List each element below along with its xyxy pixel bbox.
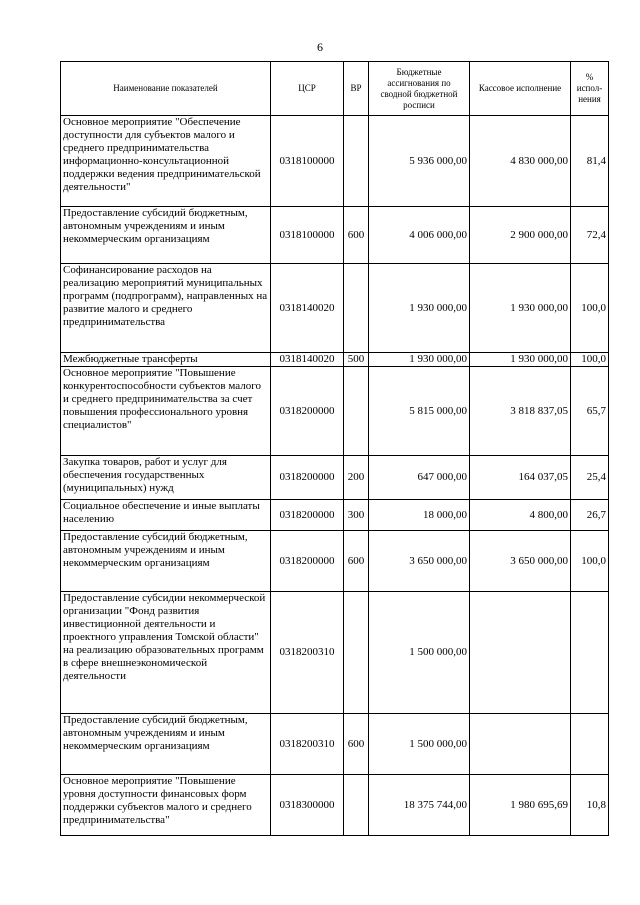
page-number: 6 xyxy=(317,40,323,54)
row-csr: 0318200310 xyxy=(271,592,344,714)
row-percent xyxy=(571,592,609,714)
row-vr: 300 xyxy=(344,500,369,531)
row-budget: 4 006 000,00 xyxy=(369,207,470,264)
row-csr: 0318300000 xyxy=(271,775,344,836)
row-csr: 0318200000 xyxy=(271,531,344,592)
row-cash: 3 650 000,00 xyxy=(470,531,571,592)
table-row xyxy=(61,775,609,836)
row-percent: 100,0 xyxy=(571,531,609,592)
row-vr xyxy=(344,592,369,714)
row-csr: 0318200000 xyxy=(271,456,344,500)
row-name: Предоставление субсидий бюджетным, автономным учреждениям и иным некоммерческим организациям xyxy=(61,207,271,264)
table-row xyxy=(61,500,609,531)
table-row xyxy=(61,207,609,264)
row-percent: 100,0 xyxy=(571,264,609,353)
row-percent xyxy=(571,714,609,775)
row-vr xyxy=(344,264,369,353)
table-header-row xyxy=(61,62,609,116)
row-vr: 600 xyxy=(344,207,369,264)
row-budget: 1 500 000,00 xyxy=(369,592,470,714)
row-percent: 25,4 xyxy=(571,456,609,500)
row-vr: 600 xyxy=(344,714,369,775)
budget-execution-table xyxy=(60,61,609,836)
row-name: Основное мероприятие "Повышение уровня доступности финансовых форм поддержки субъектов малого и среднего предпринимательства" xyxy=(61,775,271,836)
row-name: Социальное обеспечение и иные выплаты населению xyxy=(61,500,271,531)
table-row xyxy=(61,367,609,456)
row-vr xyxy=(344,367,369,456)
row-percent: 81,4 xyxy=(571,116,609,207)
row-csr: 0318140020 xyxy=(271,264,344,353)
table-row xyxy=(61,264,609,353)
header-cash: Кассовое исполнение xyxy=(470,62,571,116)
table-row xyxy=(61,353,609,367)
row-name: Предоставление субсидии некоммерческой организации "Фонд развития инвестиционной деятельности и проектного управления Томской области" на реализацию образовательных программ в сфере внешнеэкономической деятельности xyxy=(61,592,271,714)
row-cash xyxy=(470,592,571,714)
row-name: Основное мероприятие "Повышение конкурентоспособности субъектов малого и среднего предпринимательства за счет повышения профессионального уровня специалистов" xyxy=(61,367,271,456)
row-cash: 4 830 000,00 xyxy=(470,116,571,207)
row-cash: 1 980 695,69 xyxy=(470,775,571,836)
row-cash xyxy=(470,714,571,775)
header-percent: % испол-нения xyxy=(571,62,609,116)
row-budget: 1 930 000,00 xyxy=(369,264,470,353)
row-cash: 4 800,00 xyxy=(470,500,571,531)
row-budget: 18 000,00 xyxy=(369,500,470,531)
table-row xyxy=(61,456,609,500)
row-csr: 0318100000 xyxy=(271,207,344,264)
row-cash: 1 930 000,00 xyxy=(470,353,571,367)
row-csr: 0318200000 xyxy=(271,500,344,531)
row-vr: 600 xyxy=(344,531,369,592)
table-row xyxy=(61,714,609,775)
row-cash: 2 900 000,00 xyxy=(470,207,571,264)
row-budget: 647 000,00 xyxy=(369,456,470,500)
row-cash: 164 037,05 xyxy=(470,456,571,500)
row-budget: 1 930 000,00 xyxy=(369,353,470,367)
row-vr: 200 xyxy=(344,456,369,500)
header-csr: ЦСР xyxy=(271,62,344,116)
table-row xyxy=(61,531,609,592)
row-percent: 10,8 xyxy=(571,775,609,836)
row-vr xyxy=(344,116,369,207)
row-percent: 26,7 xyxy=(571,500,609,531)
row-name: Межбюджетные трансферты xyxy=(61,353,271,367)
row-csr: 0318100000 xyxy=(271,116,344,207)
row-name: Предоставление субсидий бюджетным, автономным учреждениям и иным некоммерческим организациям xyxy=(61,714,271,775)
row-budget: 1 500 000,00 xyxy=(369,714,470,775)
row-budget: 18 375 744,00 xyxy=(369,775,470,836)
row-name: Предоставление субсидий бюджетным, автономным учреждениям и иным некоммерческим организациям xyxy=(61,531,271,592)
row-name: Софинансирование расходов на реализацию мероприятий муниципальных программ (подпрограмм), направленных на развитие малого и среднего предпринимательства xyxy=(61,264,271,353)
header-vr: ВР xyxy=(344,62,369,116)
row-cash: 1 930 000,00 xyxy=(470,264,571,353)
table-row xyxy=(61,592,609,714)
row-cash: 3 818 837,05 xyxy=(470,367,571,456)
row-percent: 100,0 xyxy=(571,353,609,367)
row-percent: 72,4 xyxy=(571,207,609,264)
row-budget: 3 650 000,00 xyxy=(369,531,470,592)
row-budget: 5 936 000,00 xyxy=(369,116,470,207)
row-vr xyxy=(344,775,369,836)
row-vr: 500 xyxy=(344,353,369,367)
row-budget: 5 815 000,00 xyxy=(369,367,470,456)
header-budget: Бюджетные ассигнования по сводной бюджетной росписи xyxy=(369,62,470,116)
row-name: Закупка товаров, работ и услуг для обеспечения государственных (муниципальных) нужд xyxy=(61,456,271,500)
table-row xyxy=(61,116,609,207)
row-csr: 0318200310 xyxy=(271,714,344,775)
row-csr: 0318140020 xyxy=(271,353,344,367)
row-percent: 65,7 xyxy=(571,367,609,456)
row-csr: 0318200000 xyxy=(271,367,344,456)
row-name: Основное мероприятие "Обеспечение доступности для субъектов малого и среднего предпринимательства информационно-консультационной поддержки ведения предпринимательской деятельности" xyxy=(61,116,271,207)
header-name: Наименование показателей xyxy=(61,62,271,116)
